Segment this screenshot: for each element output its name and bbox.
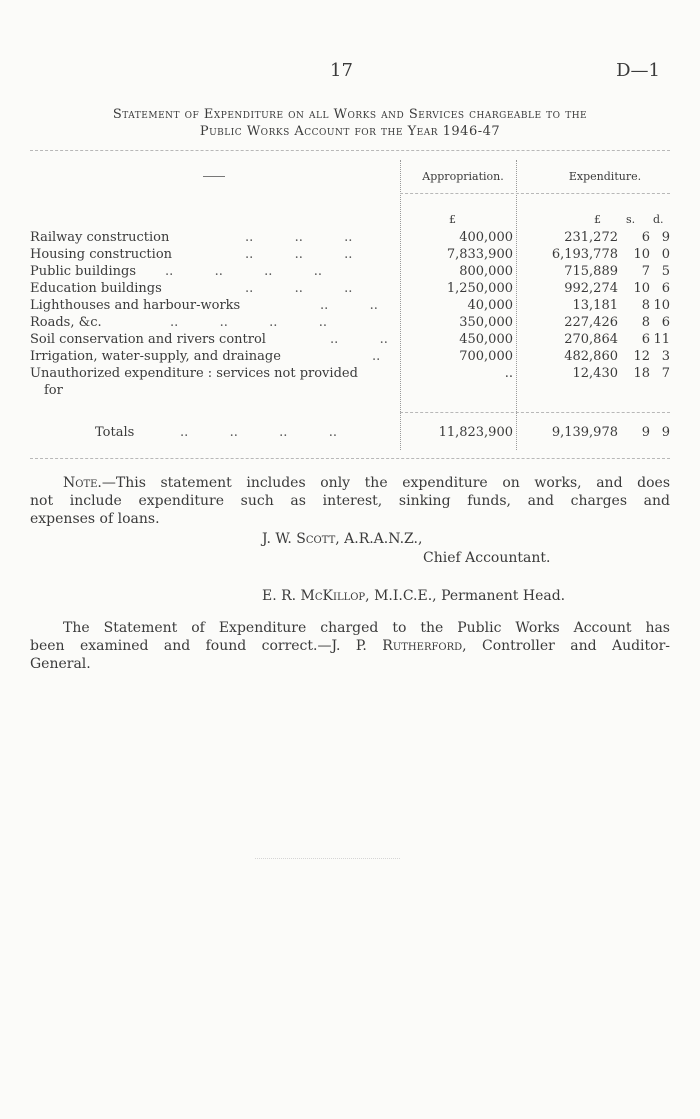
row-shillings: 7 <box>641 264 650 279</box>
row-label: Roads, &c. <box>30 315 102 330</box>
row-label: Public buildings <box>30 264 137 279</box>
expenditure-header: Expenditure. <box>568 170 642 183</box>
appropriation-header: Appropriation. <box>422 170 504 183</box>
mckillop-name: E. R. McKillop <box>262 588 366 604</box>
row-label: Lighthouses and harbour-works <box>30 298 241 313</box>
blank-column-dash <box>203 176 225 177</box>
totals-rule <box>400 412 670 413</box>
totals-appropriation: 11,823,900 <box>438 425 513 440</box>
note-line-3: expenses of loans. <box>30 511 160 527</box>
row-shillings: 12 <box>633 349 650 364</box>
scott-signature <box>262 531 422 547</box>
row-pounds: 270,864 <box>564 332 618 347</box>
leader-dots: .. .. .. .. <box>180 425 338 440</box>
table-row <box>30 281 670 298</box>
audit-paragraph <box>30 619 670 673</box>
row-appropriation: 1,250,000 <box>446 281 513 296</box>
row-label: Railway construction <box>30 230 170 245</box>
row-shillings: 6 <box>641 230 650 245</box>
row-appropriation: 700,000 <box>459 349 513 364</box>
row-pence: 0 <box>661 247 670 262</box>
leader-dots: .. .. .. .. <box>165 264 323 279</box>
row-appropriation: .. <box>504 366 513 381</box>
table-row <box>30 332 670 349</box>
pounds-header: £ <box>594 213 601 226</box>
appropriation-currency: £ <box>449 213 456 226</box>
leader-dots: .. .. .. .. <box>170 315 328 330</box>
row-pounds: 482,860 <box>564 349 618 364</box>
header-rule <box>400 193 670 194</box>
row-pence: 7 <box>661 366 670 381</box>
note-line-2: not include expenditure such as interest, sinking funds, and charges and <box>30 493 670 509</box>
row-pence: 10 <box>653 298 670 313</box>
row-label: Irrigation, water-supply, and drainage <box>30 349 281 364</box>
bottom-rule <box>30 458 670 459</box>
row-pounds: 231,272 <box>564 230 618 245</box>
table-row <box>30 264 670 281</box>
row-appropriation: 40,000 <box>467 298 513 313</box>
pence-header: d. <box>653 213 664 226</box>
row-label: Soil conservation and rivers control <box>30 332 266 347</box>
scott-qualifications: , A.R.A.N.Z., <box>335 531 423 547</box>
note-paragraph <box>30 474 670 528</box>
row-pounds: 6,193,778 <box>551 247 618 262</box>
table-row <box>30 230 670 247</box>
totals-label: Totals <box>95 425 135 440</box>
row-pence: 5 <box>661 264 670 279</box>
row-pounds: 13,181 <box>572 298 618 313</box>
row-pence: 11 <box>653 332 670 347</box>
mckillop-signature <box>262 588 565 604</box>
row-pence: 6 <box>661 281 670 296</box>
row-appropriation: 400,000 <box>459 230 513 245</box>
note-line-1 <box>30 474 670 492</box>
row-shillings: 10 <box>633 247 650 262</box>
leader-dots: .. .. <box>320 298 378 313</box>
top-rule <box>30 150 670 151</box>
leader-dots: .. .. .. <box>245 230 353 245</box>
leader-dots: .. .. <box>330 332 388 347</box>
audit-line-2-prefix: been examined and found correct.—J. P. <box>30 638 383 654</box>
row-appropriation: 450,000 <box>459 332 513 347</box>
faint-scan-mark <box>255 858 400 859</box>
row-shillings: 8 <box>641 298 650 313</box>
document-reference: D—1 <box>616 60 660 81</box>
note-text-1: —This statement includes only the expenditure on works, and does <box>101 475 670 491</box>
row-pounds: 992,274 <box>564 281 618 296</box>
mckillop-rest: , M.I.C.E., Permanent Head. <box>365 588 566 604</box>
scott-title: Chief Accountant. <box>423 550 551 566</box>
row-pounds: 12,430 <box>572 366 618 381</box>
row-shillings: 6 <box>641 332 650 347</box>
table-row <box>30 366 670 383</box>
table-row <box>30 315 670 332</box>
totals-pence: 9 <box>661 425 670 440</box>
row-pounds: 715,889 <box>564 264 618 279</box>
row-label-continuation: for <box>44 383 63 398</box>
table-row <box>30 298 670 315</box>
note-prefix: Note. <box>63 475 102 491</box>
scott-name: J. W. Scott <box>262 531 336 547</box>
leader-dots: .. .. .. <box>245 247 353 262</box>
row-pence: 3 <box>661 349 670 364</box>
title-line-1: Statement of Expenditure on all Works and Services chargeable to the <box>112 107 588 122</box>
auditor-name: Rutherford <box>382 638 463 654</box>
row-pence: 6 <box>661 315 670 330</box>
leader-dots: .. <box>372 349 381 364</box>
row-appropriation: 800,000 <box>459 264 513 279</box>
row-pounds: 227,426 <box>564 315 618 330</box>
row-appropriation: 350,000 <box>459 315 513 330</box>
row-appropriation: 7,833,900 <box>446 247 513 262</box>
row-shillings: 18 <box>633 366 650 381</box>
audit-line-2-suffix: , Controller and Auditor- <box>462 638 671 654</box>
totals-row <box>30 425 670 442</box>
row-shillings: 8 <box>641 315 650 330</box>
row-label: Unauthorized expenditure : services not provided <box>30 366 358 381</box>
totals-shillings: 9 <box>641 425 650 440</box>
statement-title <box>30 106 670 140</box>
row-label: Education buildings <box>30 281 162 296</box>
row-pence: 9 <box>661 230 670 245</box>
audit-line-1: The Statement of Expenditure charged to the Public Works Account has <box>63 620 670 636</box>
table-row <box>30 349 670 366</box>
audit-line-2 <box>30 637 670 655</box>
page-number: 17 <box>330 60 353 81</box>
audit-line-3: General. <box>30 656 91 672</box>
title-line-2: Public Works Account for the Year 1946-47 <box>199 124 501 139</box>
shillings-header: s. <box>626 213 636 226</box>
row-shillings: 10 <box>633 281 650 296</box>
table-row <box>30 247 670 264</box>
row-label: Housing construction <box>30 247 173 262</box>
totals-pounds: 9,139,978 <box>551 425 618 440</box>
leader-dots: .. .. .. <box>245 281 353 296</box>
